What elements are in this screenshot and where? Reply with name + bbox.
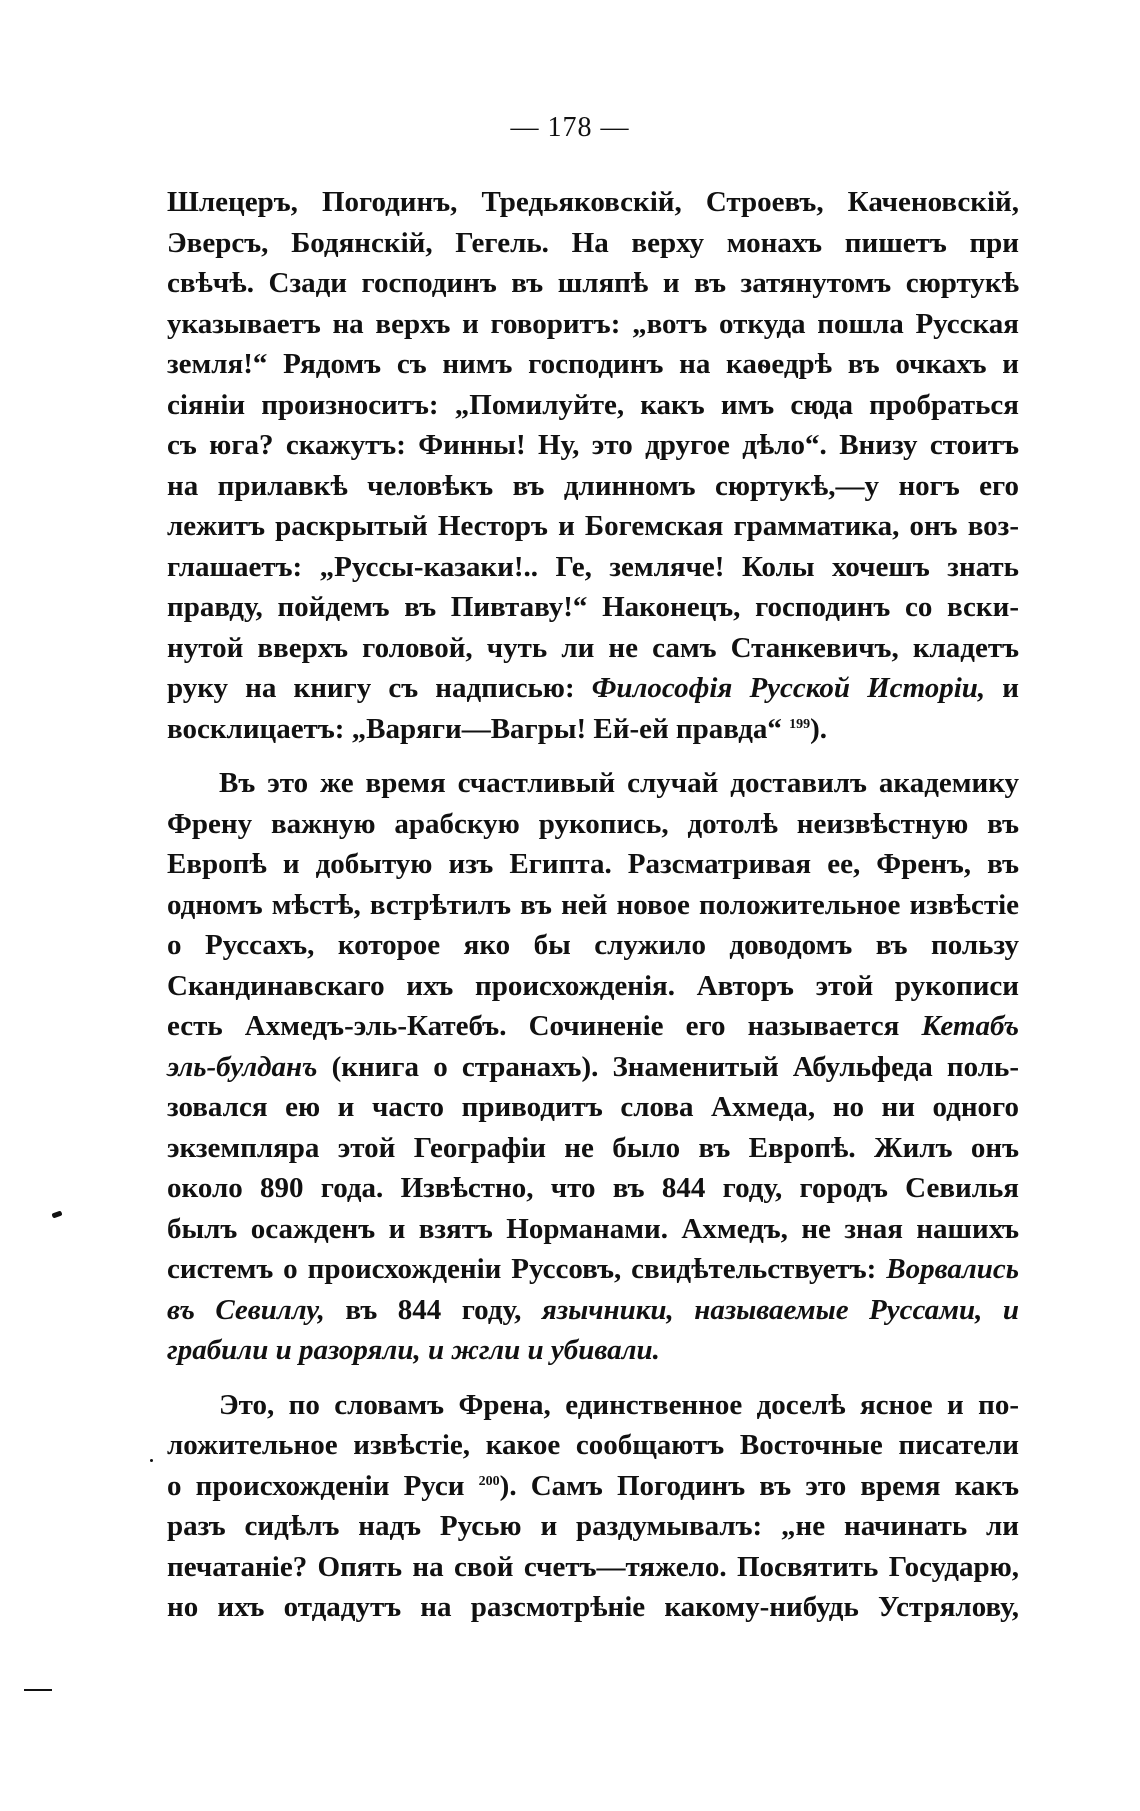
ink-blot-mark	[51, 1210, 62, 1218]
text-line: глашаетъ: „Руссы-казаки!.. Ге, земляче! Колы хочешъ знать	[167, 550, 1019, 583]
italic-book-title: Философія Русской Исторіи,	[591, 672, 986, 704]
text-line	[167, 1290, 1019, 1331]
text-line: около 890 года. Извѣстно, что въ 844 году, городъ Севилья	[167, 1172, 1019, 1204]
margin-dash-mark	[24, 1689, 52, 1691]
text-line: Въ это же время счастливый случай доставилъ академику	[219, 767, 1019, 799]
text-run: восклицаетъ: „Варяги—Вагры! Ей-ей правда“	[167, 712, 782, 745]
text-line: съ юга? скажутъ: Финны! Ну, это другое дѣло“. Внизу стоитъ	[167, 429, 1019, 461]
text-line: одномъ мѣстѣ, встрѣтилъ въ ней новое положительное извѣстіе	[167, 888, 1019, 921]
text-line: правду, пойдемъ въ Пивтаву!“ Наконецъ, господинъ со вски-	[167, 591, 1019, 623]
italic-quote: язычники, называемые Руссами, и	[541, 1293, 1020, 1326]
text-line: Это, по словамъ Френа, единственное доселѣ ясное и по-	[219, 1388, 1019, 1421]
text-line	[167, 709, 1019, 750]
text-run: ). Самъ Погодинъ въ это время какъ	[499, 1469, 1020, 1502]
ink-dot-mark	[150, 1459, 153, 1462]
text-line: Европѣ и добытую изъ Египта. Разсматривая ее, Френъ, въ	[167, 848, 1019, 880]
text-run: есть Ахмедъ-эль-Катебъ. Сочиненіе его называется	[167, 1010, 900, 1042]
text-line: Скандинавскаго ихъ происхожденія. Авторъ этой рукописи	[167, 969, 1019, 1002]
text-run: системъ о происхожденіи Руссовъ, свидѣтельствуетъ:	[167, 1253, 877, 1285]
italic-book-title: эль-булданъ	[167, 1050, 318, 1083]
text-line	[167, 1466, 1019, 1507]
paragraph-3	[167, 1385, 1019, 1628]
page-body	[167, 182, 1019, 1628]
text-line: сіяніи произноситъ: „Помилуйте, какъ имъ сюда пробраться	[167, 388, 1019, 421]
paragraph-2	[167, 763, 1019, 1371]
text-line: Эверсъ, Бодянскій, Гегель. На верху монахъ пишетъ при	[167, 226, 1019, 259]
italic-quote: Ворвались	[886, 1253, 1020, 1285]
text-line: лежитъ раскрытый Несторъ и Богемская грамматика, онъ воз-	[167, 510, 1019, 542]
text-run: въ 844 году,	[345, 1293, 522, 1326]
paragraph-1	[167, 182, 1019, 749]
text-line: ложительное извѣстіе, какое сообщаютъ Восточные писатели	[167, 1429, 1019, 1461]
text-line	[167, 1249, 1019, 1290]
text-line	[167, 1047, 1019, 1088]
footnote-ref-200: 200	[478, 1473, 500, 1489]
italic-book-title: Кетабъ	[921, 1010, 1020, 1042]
text-line: разъ сидѣлъ надъ Русью и раздумывалъ: „не начинать ли	[167, 1510, 1019, 1542]
text-run: и	[1002, 672, 1020, 704]
text-line	[167, 1006, 1019, 1047]
text-line: но ихъ отдадутъ на разсмотрѣніе какому-нибудь Устрялову,	[167, 1591, 1019, 1623]
italic-quote: въ Севиллу,	[167, 1293, 325, 1326]
text-line: свѣчѣ. Сзади господинъ въ шляпѣ и въ затянутомъ сюртукѣ	[167, 267, 1019, 299]
text-line: экземпляра этой Географіи не было въ Европѣ. Жилъ онъ	[167, 1131, 1019, 1164]
text-line: печатаніе? Опять на свой счетъ—тяжело. Посвятить Государю,	[167, 1550, 1019, 1583]
text-run: (книга о странахъ). Знаменитый Абульфеда поль-	[331, 1050, 1019, 1083]
text-line: Френу важную арабскую рукопись, дотолѣ неизвѣстную въ	[167, 807, 1019, 840]
text-line: нутой вверхъ головой, чуть ли не самъ Станкевичъ, кладетъ	[167, 631, 1019, 664]
text-line: зовался ею и часто приводитъ слова Ахмеда, но ни одного	[167, 1091, 1019, 1123]
text-line: Шлецеръ, Погодинъ, Тредьяковскій, Строевъ, Каченовскій,	[167, 186, 1019, 218]
text-run: о происхожденіи Руси	[167, 1469, 465, 1502]
text-run: руку на книгу съ надписью:	[167, 672, 575, 704]
text-line: указываетъ на верхъ и говоритъ: „вотъ откуда пошла Русская	[167, 307, 1019, 340]
footnote-ref-199: 199	[789, 716, 811, 732]
text-line: грабили и разоряли, и жгли и убивали.	[167, 1334, 660, 1366]
text-run: ).	[810, 712, 828, 745]
text-line	[167, 668, 1019, 709]
text-line: на прилавкѣ человѣкъ въ длинномъ сюртукѣ,—у ногъ его	[167, 469, 1019, 502]
text-line: о Руссахъ, которое яко бы служило доводомъ въ пользу	[167, 929, 1019, 961]
text-line: земля!“ Рядомъ съ нимъ господинъ на каѳедрѣ въ очкахъ и	[167, 348, 1019, 380]
text-line: былъ осажденъ и взятъ Норманами. Ахмедъ, не зная нашихъ	[167, 1212, 1019, 1245]
page-number: — 178 —	[510, 112, 630, 143]
